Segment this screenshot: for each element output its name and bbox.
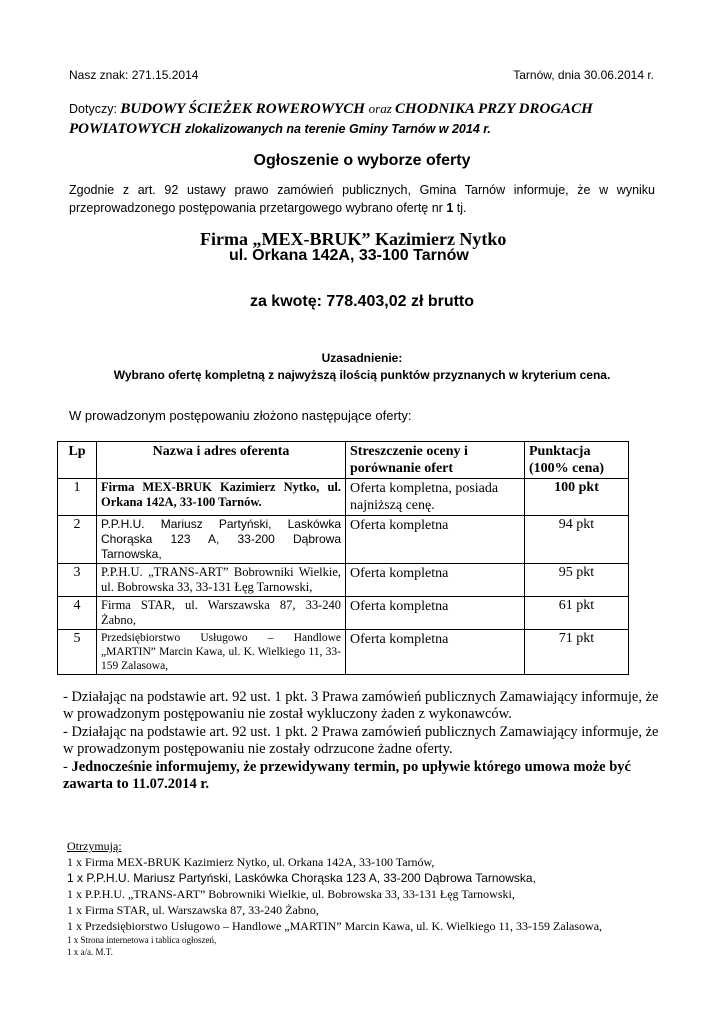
row-summary: Oferta kompletna [346,564,525,597]
header-summary: Streszczenie oceny i porównanie ofert [346,442,525,479]
subject-part-3: CHODNIKA PRZY DROGACH POWIATOWYCH [69,101,593,137]
justification-heading: Uzasadnienie: [321,351,403,365]
note-contract-date [63,759,663,794]
row-lp: 4 [58,597,97,630]
intro-paragraph [69,181,655,217]
row-lp: 3 [58,564,97,597]
row-summary: Oferta kompletna [346,630,525,675]
offers-intro: W prowadzonym postępowaniu złożono następujące oferty: [69,408,412,423]
table-header-row [58,442,629,479]
document-date: Tarnów, dnia 30.06.2014 r. [513,68,654,82]
row-score: 61 pkt [525,597,629,630]
recipient-item: 1 x Firma STAR, ul. Warszawska 87, 33-240 Żabno, [67,903,319,917]
intro-end: tj. [453,201,467,215]
row-name: P.P.H.U. Mariusz Partyński, Laskówka Chorąska 123 A, 33-200 Dąbrowa Tarnowska, [97,516,346,564]
recipient-item: 1 x P.P.H.U. „TRANS-ART” Bobrowniki Wielkie, ul. Bobrowska 33, 33-131 Łęg Tarnowski, [67,887,515,901]
table-row [58,597,629,630]
table-row [58,564,629,597]
row-summary: Oferta kompletna, posiada najniższą cenę. [346,479,525,516]
row-score: 95 pkt [525,564,629,597]
recipients-heading: Otrzymują: [67,839,122,853]
row-name: Przedsiębiorstwo Usługowo – Handlowe „MARTIN” Marcin Kawa, ul. K. Wielkiego 11, 33-159 Zalasowa, [97,630,346,675]
row-name: P.P.H.U. „TRANS-ART” Bobrowniki Wielkie, ul. Bobrowska 33, 33-131 Łęg Tarnowski, [97,564,346,597]
subject-part-1: BUDOWY ŚCIEŻEK ROWEROWYCH [120,101,369,117]
table-row [58,630,629,675]
subject-part-2: oraz [368,101,396,116]
recipient-item: 1 x a/a. M.T. [67,947,113,957]
row-lp: 5 [58,630,97,675]
header-lp: Lp [58,442,97,479]
row-lp: 1 [58,479,97,516]
table-row [58,479,629,516]
note-rejections: - Działając na podstawie art. 92 ust. 1 pkt. 2 Prawa zamówień publicznych Zamawiający informuje, że w prowadzonym postępowaniu nie zostały odrzucone żadne oferty. [63,723,659,758]
row-score: 100 pkt [525,479,629,516]
recipient-item: 1 x Przedsiębiorstwo Usługowo – Handlowe „MARTIN” Marcin Kawa, ul. K. Wielkiego 11, 33-159 Zalasowa, [67,919,603,933]
recipient-item: 1 x Strona internetowa i tablica ogłoszeń, [67,935,217,945]
note-dash: - [63,758,72,775]
row-name: Firma MEX-BRUK Kazimierz Nytko, ul. Orkana 142A, 33-100 Tarnów. [97,479,346,516]
subject-part-4: zlokalizowanych na terenie Gminy Tarnów w 2014 r. [185,122,491,136]
intro-text: Zgodnie z art. 92 ustawy prawo zamówień publicznych, Gmina Tarnów informuje, że w wyniku przeprowadzonego postępowania przetargowego wybrano ofertę nr [69,183,655,215]
justification-text: Wybrano ofertę kompletną z najwyższą ilością punktów przyznanych w kryterium cena. [113,368,611,382]
row-score: 94 pkt [525,516,629,564]
recipient-item: 1 x Firma MEX-BRUK Kazimierz Nytko, ul. Orkana 142A, 33-100 Tarnów, [67,855,435,869]
winner-name: Firma „MEX-BRUK” Kazimierz Nytko [200,229,507,249]
intro-offer-number: 1 [446,201,454,215]
row-lp: 2 [58,516,97,564]
offers-table [57,441,629,675]
winner-amount: za kwotę: 778.403,02 zł brutto [249,293,475,310]
page-title: Ogłoszenie o wyborze oferty [253,152,471,169]
table-row [58,516,629,564]
recipient-item: 1 x P.P.H.U. Mariusz Partyński, Laskówka Chorąska 123 A, 33-200 Dąbrowa Tarnowska, [67,871,536,885]
row-summary: Oferta kompletna [346,516,525,564]
header-score: Punktacja (100% cena) [525,442,629,479]
subject-lead: Dotyczy: [69,102,121,116]
reference-number: Nasz znak: 271.15.2014 [69,68,199,82]
row-score: 71 pkt [525,630,629,675]
row-summary: Oferta kompletna [346,597,525,630]
row-name: Firma STAR, ul. Warszawska 87, 33-240 Żabno, [97,597,346,630]
note-exclusions: - Działając na podstawie art. 92 ust. 1 pkt. 3 Prawa zamówień publicznych Zamawiający informuje, że w prowadzonym postępowaniu nie został wykluczony żaden z wykonawców. [63,689,659,723]
winner-address: ul. Orkana 142A, 33-100 Tarnów [229,247,469,264]
header-name: Nazwa i adres oferenta [97,442,346,479]
note-contract-text: Jednocześnie informujemy, że przewidywany termin, po upływie którego umowa może być zawarta to 11.07.2014 r. [63,758,631,793]
recipients-list [67,838,687,958]
notes-section [63,689,663,793]
subject-line [69,99,659,139]
